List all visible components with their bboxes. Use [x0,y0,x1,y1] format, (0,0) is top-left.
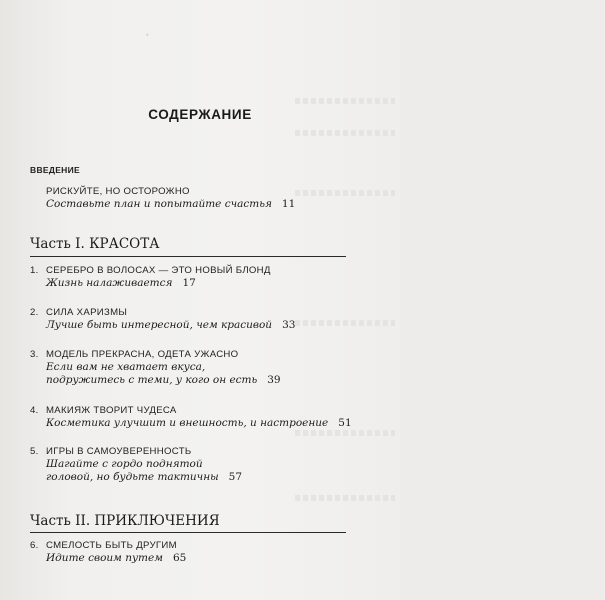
page-title: СОДЕРЖАНИЕ [148,107,252,122]
bleed-through-line [295,495,395,501]
page-number: 51 [338,417,352,429]
chapter-subtitle: Жизнь налаживается [46,277,173,289]
chapter-title: СЕРЕБРО В ВОЛОСАХ — ЭТО НОВЫЙ БЛОНД [46,265,271,276]
intro-heading: ВВЕДЕНИЕ [30,165,80,175]
bleed-through-line [295,98,395,104]
part-heading: Часть II. ПРИКЛЮЧЕНИЯ [30,513,220,529]
bleed-through-line [295,130,395,136]
toc-entry[interactable] [30,446,242,484]
chapter-number: 1. [30,265,39,276]
chapter-title: МАКИЯЖ ТВОРИТ ЧУДЕСА [46,405,177,416]
page-number: 33 [282,319,296,331]
page-number: 39 [267,374,281,387]
part-heading: Часть I. КРАСОТА [30,236,160,252]
toc-entry[interactable] [30,405,352,430]
toc-entry[interactable] [30,186,295,211]
page-number: 17 [182,277,196,289]
chapter-number: 6. [30,540,39,551]
chapter-number: 5. [30,446,39,457]
chapter-subtitle: Составьте план и попытайте счастья [46,198,272,210]
chapter-subtitle: Идите своим путем [46,552,163,564]
toc-entry[interactable] [30,307,295,332]
chapter-subtitle: Шагайте с гордо поднятой [46,458,203,470]
chapter-title: СМЕЛОСТЬ БЫТЬ ДРУГИМ [46,540,177,551]
chapter-title: СИЛА ХАРИЗМЫ [46,307,128,318]
page-number: 57 [228,471,243,484]
page-number: 65 [172,552,187,564]
chapter-subtitle: подружитесь с теми, у кого он есть [46,374,258,387]
chapter-subtitle: Косметика улучшит и внешность, и настроение [46,417,329,429]
chapter-subtitle: головой, но будьте тактичны [46,471,219,484]
chapter-title: РИСКУЙТЕ, НО ОСТОРОЖНО [46,186,190,197]
part-rule [30,532,346,533]
page-number: 11 [281,198,296,210]
bleed-through-line [295,190,395,196]
bleed-through-line [295,320,395,326]
toc-entry[interactable] [30,265,271,290]
chapter-number: 2. [30,307,39,318]
toc-entry[interactable] [30,540,186,565]
part-rule [30,256,346,257]
chapter-subtitle: Если вам не хватает вкуса, [46,361,206,373]
bleed-through-line [295,430,395,436]
toc-entry[interactable] [30,349,281,387]
bleed-through-header: • [145,31,605,49]
chapter-title: МОДЕЛЬ ПРЕКРАСНА, ОДЕТА УЖАСНО [46,349,239,360]
chapter-title: ИГРЫ В САМОУВЕРЕННОСТЬ [46,446,192,457]
chapter-number: 3. [30,349,39,360]
chapter-number: 4. [30,405,39,416]
chapter-subtitle: Лучше быть интересной, чем красивой [46,319,273,331]
